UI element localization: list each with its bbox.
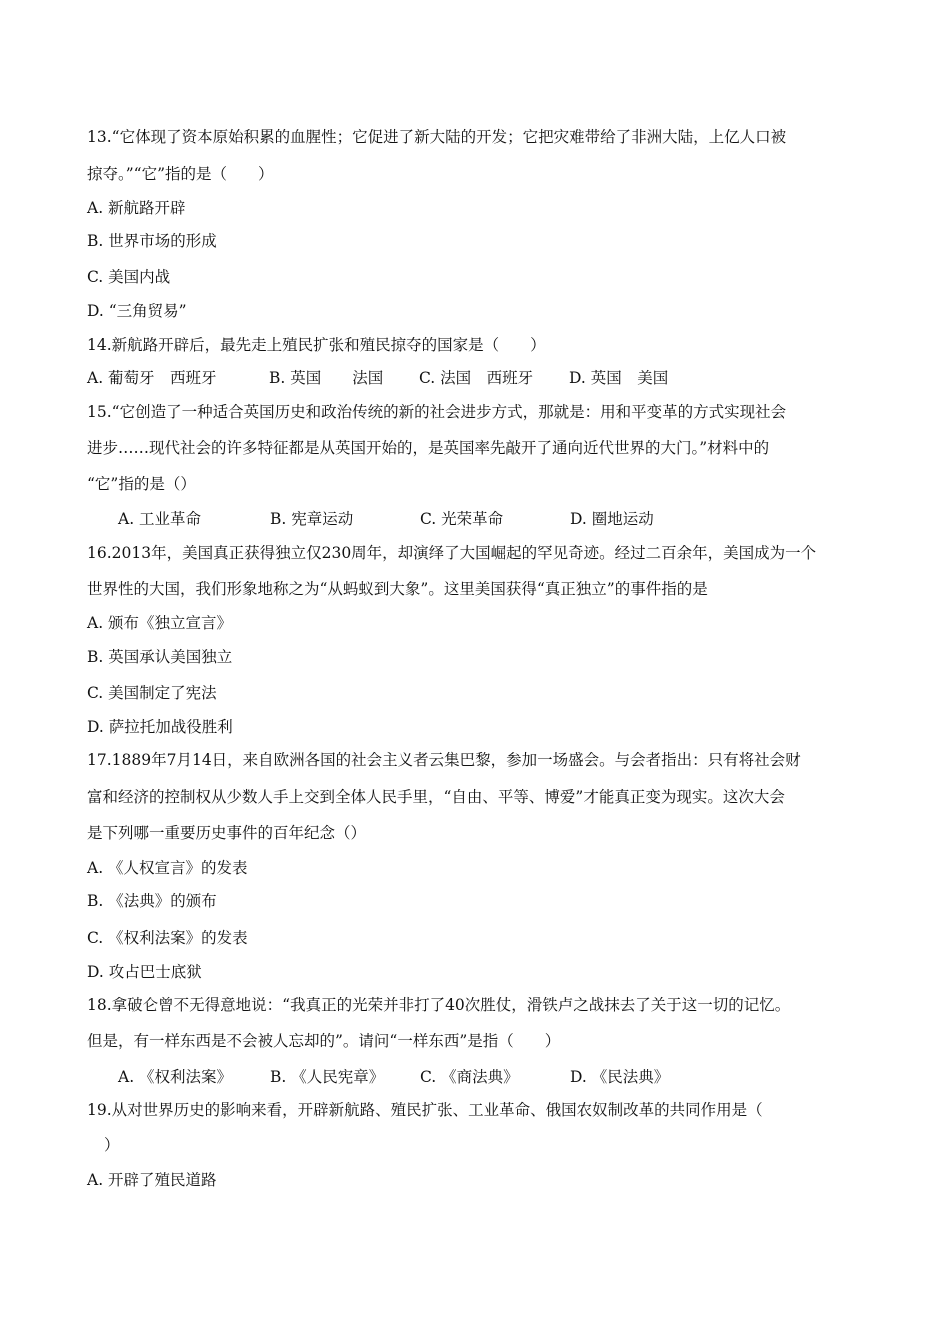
q18-stem-line1: 18.拿破仑曾不无得意地说：“我真正的光荣并非打了40次胜仗，滑铁卢之战抹去了关于这一切的记忆。 — [87, 996, 791, 1014]
q17-stem-line2: 富和经济的控制权从少数人手上交到全体人民手里，“自由、平等、博爱”才能真正变为现实。这次大会 — [87, 788, 785, 806]
q17-option-a: A. 《人权宣言》的发表 — [87, 859, 248, 877]
q14-option-a: A. 葡萄牙 西班牙 — [87, 369, 217, 387]
q14-option-c: C. 法国 西班牙 — [419, 369, 534, 387]
q19-option-a: A. 开辟了殖民道路 — [87, 1171, 217, 1189]
q18-option-d: D. 《民法典》 — [570, 1068, 670, 1086]
q17-stem-line1: 17.1889年7月14日，来自欧洲各国的社会主义者云集巴黎，参加一场盛会。与会者指出：只有将社会财 — [87, 751, 801, 769]
q18-option-c: C. 《商法典》 — [420, 1068, 519, 1086]
q15-stem-line2: 进步……现代社会的许多特征都是从英国开始的，是英国率先敲开了通向近代世界的大门。”材料中的 — [87, 439, 770, 457]
q17-stem-line3: 是下列哪一重要历史事件的百年纪念（） — [87, 824, 367, 842]
q13-stem-line2: 掠夺。”“它”指的是（ ） — [87, 165, 274, 183]
q14-option-b: B. 英国 法国 — [269, 369, 384, 387]
q19-stem-line1: 19.从对世界历史的影响来看，开辟新航路、殖民扩张、工业革命、俄国农奴制改革的共同作用是（ — [87, 1101, 763, 1119]
q16-stem-line2: 世界性的大国，我们形象地称之为“从蚂蚁到大象”。这里美国获得“真正独立”的事件指的是 — [87, 580, 708, 598]
q14-options — [87, 368, 668, 388]
q19-stem-line2: ） — [104, 1136, 120, 1154]
q16-option-d: D. 萨拉托加战役胜利 — [87, 718, 233, 736]
q13-option-c: C. 美国内战 — [87, 268, 171, 286]
q18-stem-line2: 但是，有一样东西是不会被人忘却的”。请问“一样东西”是指（ ） — [87, 1032, 561, 1050]
q16-option-b: B. 英国承认美国独立 — [87, 648, 233, 666]
q15-options — [118, 509, 654, 529]
q15-option-d: D. 圈地运动 — [570, 510, 654, 528]
q18-options — [118, 1067, 669, 1087]
q15-option-c: C. 光荣革命 — [420, 510, 504, 528]
q18-option-a: A. 《权利法案》 — [118, 1068, 233, 1086]
q18-option-b: B. 《人民宪章》 — [270, 1068, 385, 1086]
q17-option-b: B. 《法典》的颁布 — [87, 892, 217, 910]
q15-stem-line1: 15.“它创造了一种适合英国历史和政治传统的新的社会进步方式，那就是：用和平变革的方式实现社会 — [87, 403, 787, 421]
q16-option-a: A. 颁布《独立宣言》 — [87, 614, 233, 632]
q13-option-b: B. 世界市场的形成 — [87, 232, 217, 250]
q15-option-b: B. 宪章运动 — [270, 510, 354, 528]
q16-option-c: C. 美国制定了宪法 — [87, 684, 217, 702]
q17-option-c: C. 《权利法案》的发表 — [87, 929, 248, 947]
q13-option-a: A. 新航路开辟 — [87, 199, 186, 217]
q14-stem: 14.新航路开辟后，最先走上殖民扩张和殖民掠夺的国家是（ ） — [87, 336, 546, 354]
q15-option-a: A. 工业革命 — [118, 510, 202, 528]
q13-stem-line1: 13.“它体现了资本原始积累的血腥性；它促进了新大陆的开发；它把灾难带给了非洲大陆，上亿人口被 — [87, 128, 787, 146]
q16-stem-line1: 16.2013年，美国真正获得独立仅230周年，却演绎了大国崛起的罕见奇迹。经过二百余年，美国成为一个 — [87, 544, 817, 562]
q15-stem-line3: “它”指的是（） — [87, 475, 196, 493]
q13-option-d: D. “三角贸易” — [87, 302, 187, 320]
q14-option-d: D. 英国 美国 — [569, 369, 669, 387]
q17-option-d: D. 攻占巴士底狱 — [87, 963, 202, 981]
